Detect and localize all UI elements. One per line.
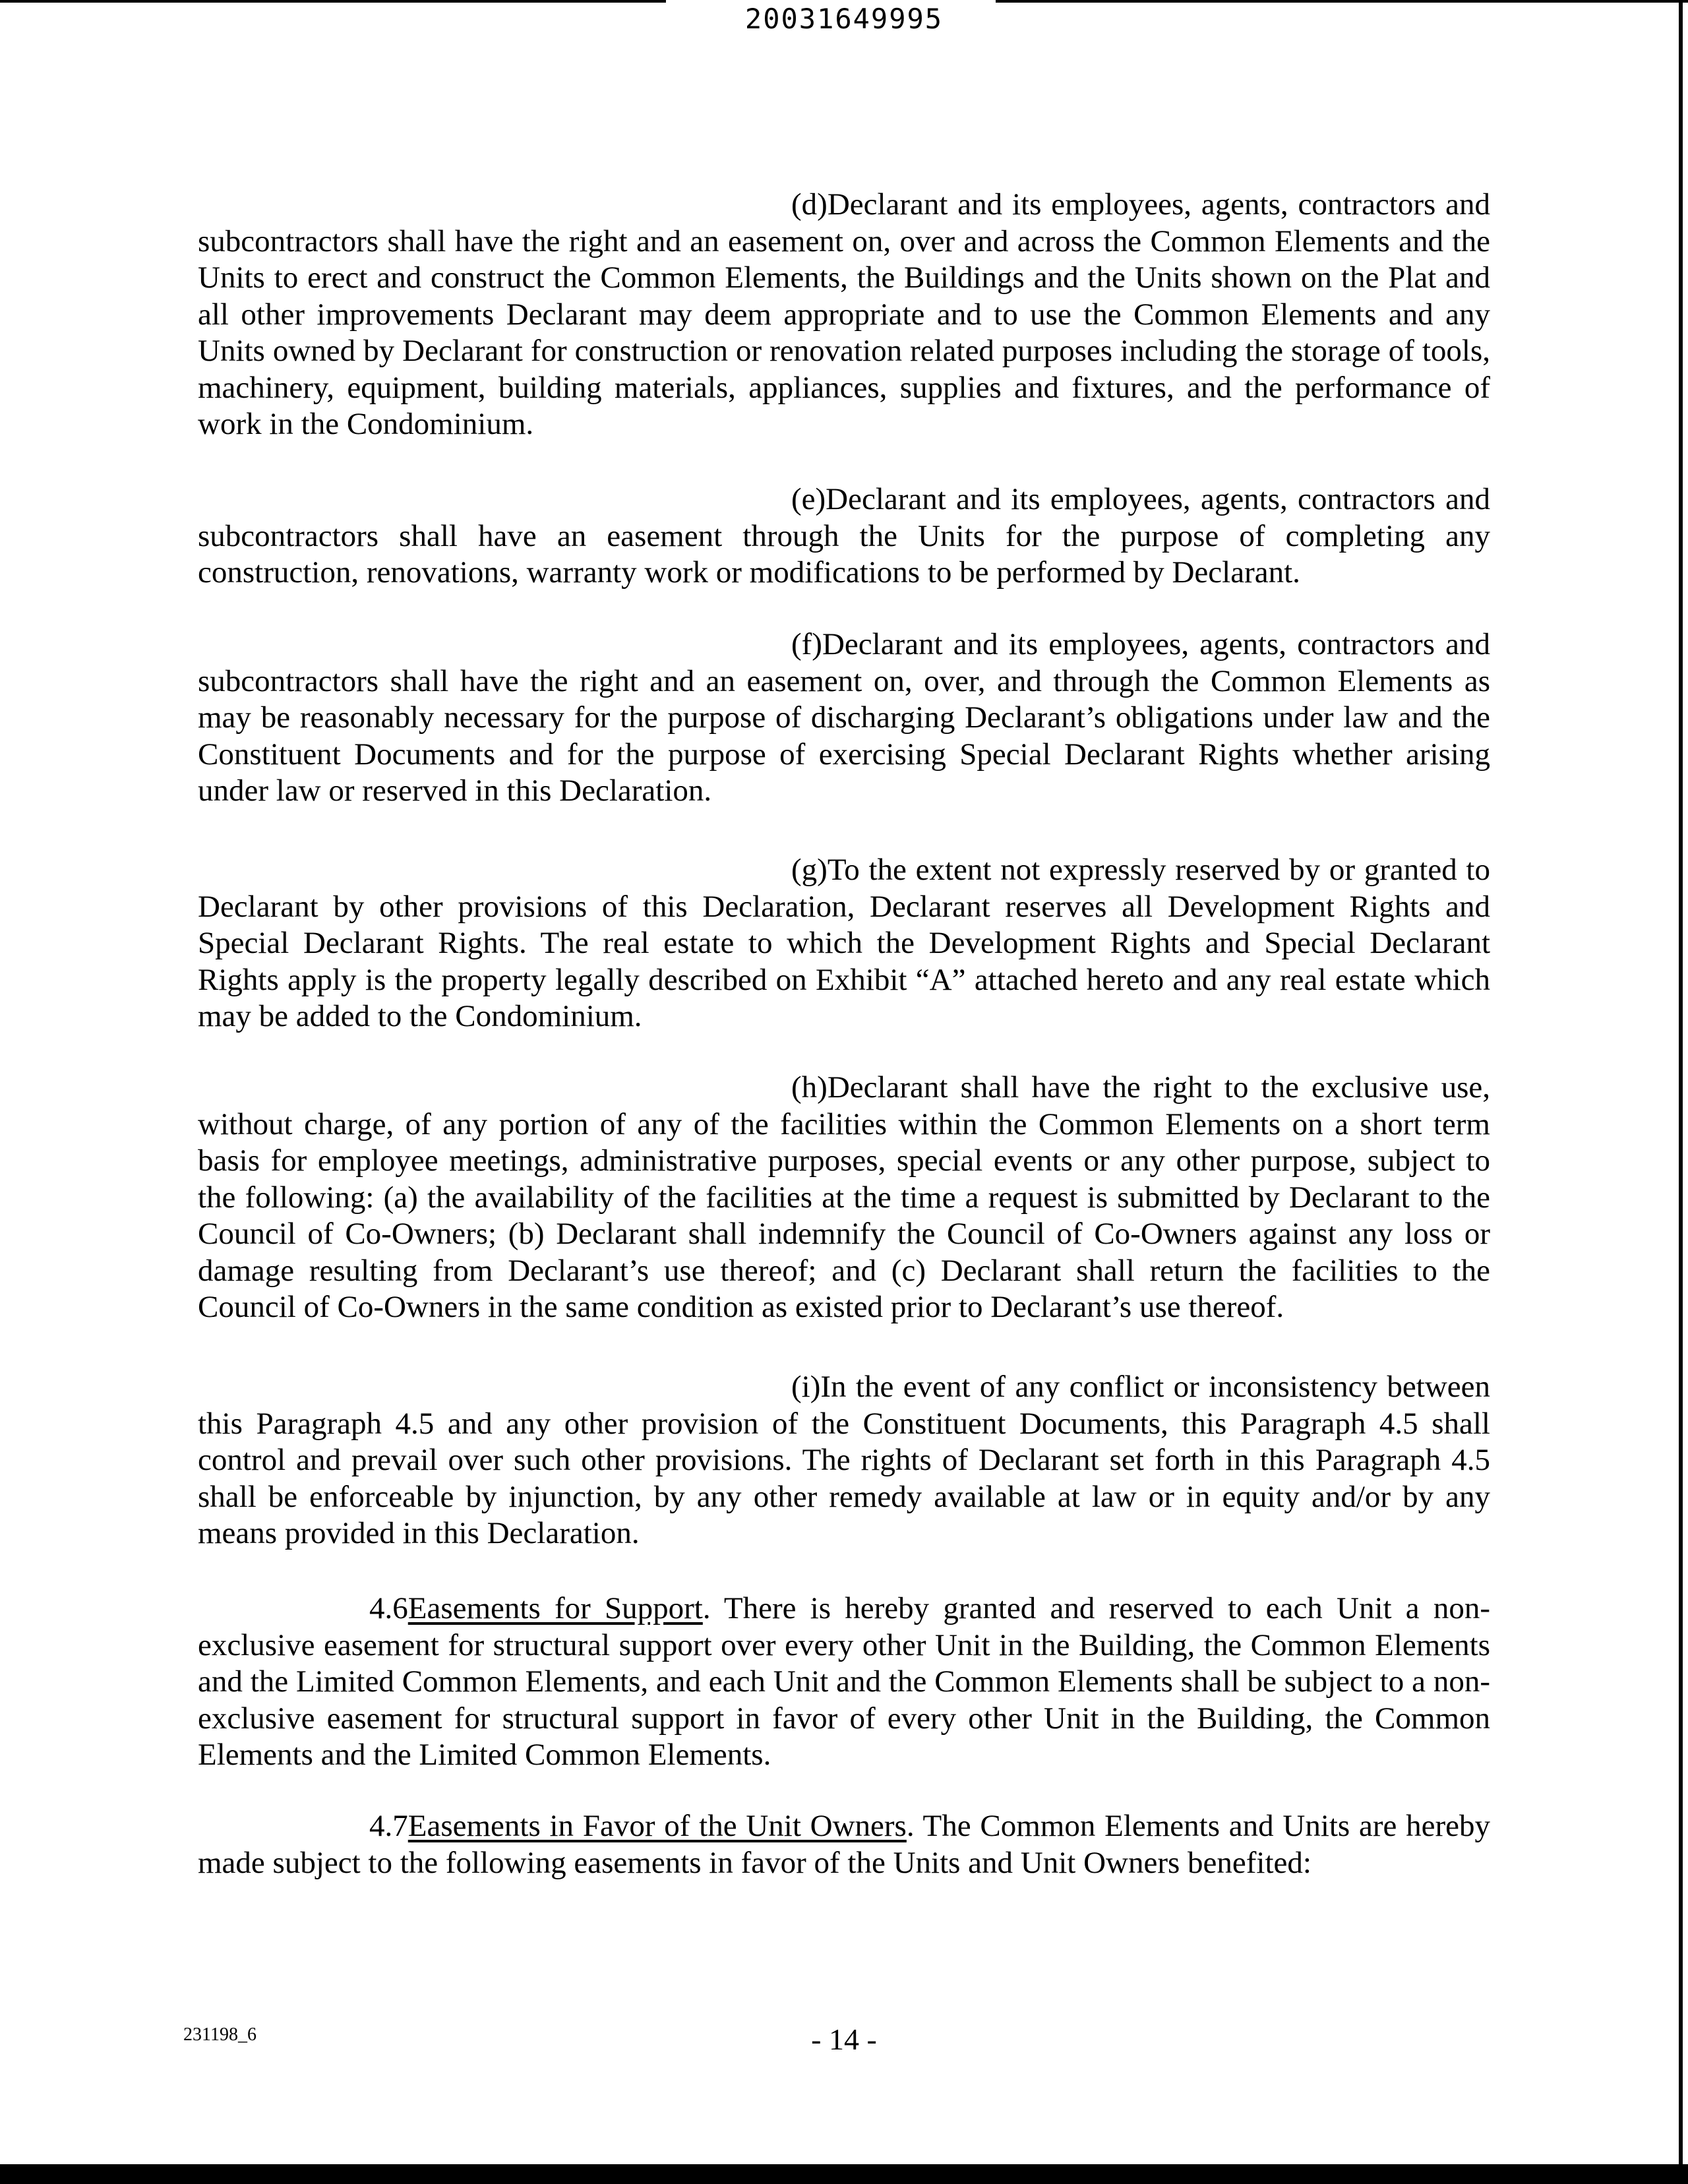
scan-right-border (1679, 0, 1683, 2184)
paragraph-i (198, 1369, 1490, 1552)
paragraph-label: (e) (791, 482, 826, 516)
paragraph-d (198, 187, 1490, 443)
document-id: 20031649995 (744, 3, 944, 35)
paragraph-label: (d) (791, 187, 828, 222)
paragraph-text: Declarant and its employees, agents, contractors and subcontractors shall have an easement through the Units for the purpose of completing any construction, renovations, warranty work or modifications to be performed by Declarant. (198, 482, 1490, 590)
paragraph-h (198, 1070, 1490, 1326)
paragraph-label: (h) (791, 1070, 828, 1105)
paragraph-text: Declarant and its employees, agents, contractors and subcontractors shall have the right and an easement on, over, and through the Common Elements as may be reasonably necessary for the purpose of discharging Declarant’s obligations under law and the Constituent Documents and for the purpose of exercising Special Declarant Rights whether arising under law or reserved in this Declaration. (198, 627, 1490, 808)
section-number: 4.6 (369, 1591, 408, 1625)
paragraph-label: (g) (791, 853, 828, 887)
scan-bottom-border (0, 2164, 1688, 2184)
paragraph-g (198, 852, 1490, 1035)
section-4-6 (198, 1591, 1490, 1774)
section-number: 4.7 (369, 1809, 408, 1843)
footer-document-code: 231198_6 (183, 2024, 256, 2045)
section-text: . There is hereby granted and reserved to each Unit a non-exclusive easement for structural support over every other Unit in the Building, the Common Elements and the Limited Common Elements, and each Unit and the Common Elements shall be subject to a non-exclusive easement for structural support in favor of every other Unit in the Building, the Common Elements and the Limited Common Elements. (198, 1591, 1490, 1772)
section-heading: Easements in Favor of the Unit Owners (407, 1809, 907, 1843)
section-text: . The Common Elements and Units are hereby made subject to the following easements in favor of the Units and Unit Owners benefited: (198, 1809, 1490, 1880)
section-heading: Easements for Support (407, 1591, 703, 1625)
paragraph-text: Declarant shall have the right to the exclusive use, without charge, of any portion of any of the facilities within the Common Elements on a short term basis for employee meetings, administrative purposes, special events or any other purpose, subject to the following: (a) the availability of the facilities at the time a request is submitted by Declarant to the Council of Co-Owners; (b) Declarant shall indemnify the Council of Co-Owners against any loss or damage resulting from Declarant’s use thereof; and (c) Declarant shall return the facilities to the Council of Co-Owners in the same condition as existed prior to Declarant’s use thereof. (198, 1070, 1490, 1324)
page-number: - 14 - (811, 2022, 877, 2056)
section-4-7 (198, 1808, 1490, 1881)
paragraph-text: In the event of any conflict or inconsistency between this Paragraph 4.5 and any other provision of the Constituent Documents, this Paragraph 4.5 shall control and prevail over such other provisions. The rights of Declarant set forth in this Paragraph 4.5 shall be enforceable by injunction, by any other remedy available at law or in equity and/or by any means provided in this Declaration. (198, 1370, 1490, 1550)
paragraph-e (198, 481, 1490, 592)
paragraph-label: (i) (791, 1370, 821, 1404)
paragraph-label: (f) (791, 627, 822, 661)
paragraph-text: Declarant and its employees, agents, contractors and subcontractors shall have the right and an easement on, over and across the Common Elements and the Units to erect and construct the Common Elements, the Buildings and the Units shown on the Plat and all other improvements Declarant may deem appropriate and to use the Common Elements and any Units owned by Declarant for construction or renovation related purposes including the storage of tools, machinery, equipment, building materials, appliances, supplies and fixtures, and the performance of work in the Condominium. (198, 187, 1490, 441)
paragraph-text: To the extent not expressly reserved by or granted to Declarant by other provisions of this Declaration, Declarant reserves all Development Rights and Special Declarant Rights. The real estate to which the Development Rights and Special Declarant Rights apply is the property legally described on Exhibit “A” attached hereto and any real estate which may be added to the Condominium. (198, 853, 1490, 1033)
paragraph-f (198, 626, 1490, 810)
